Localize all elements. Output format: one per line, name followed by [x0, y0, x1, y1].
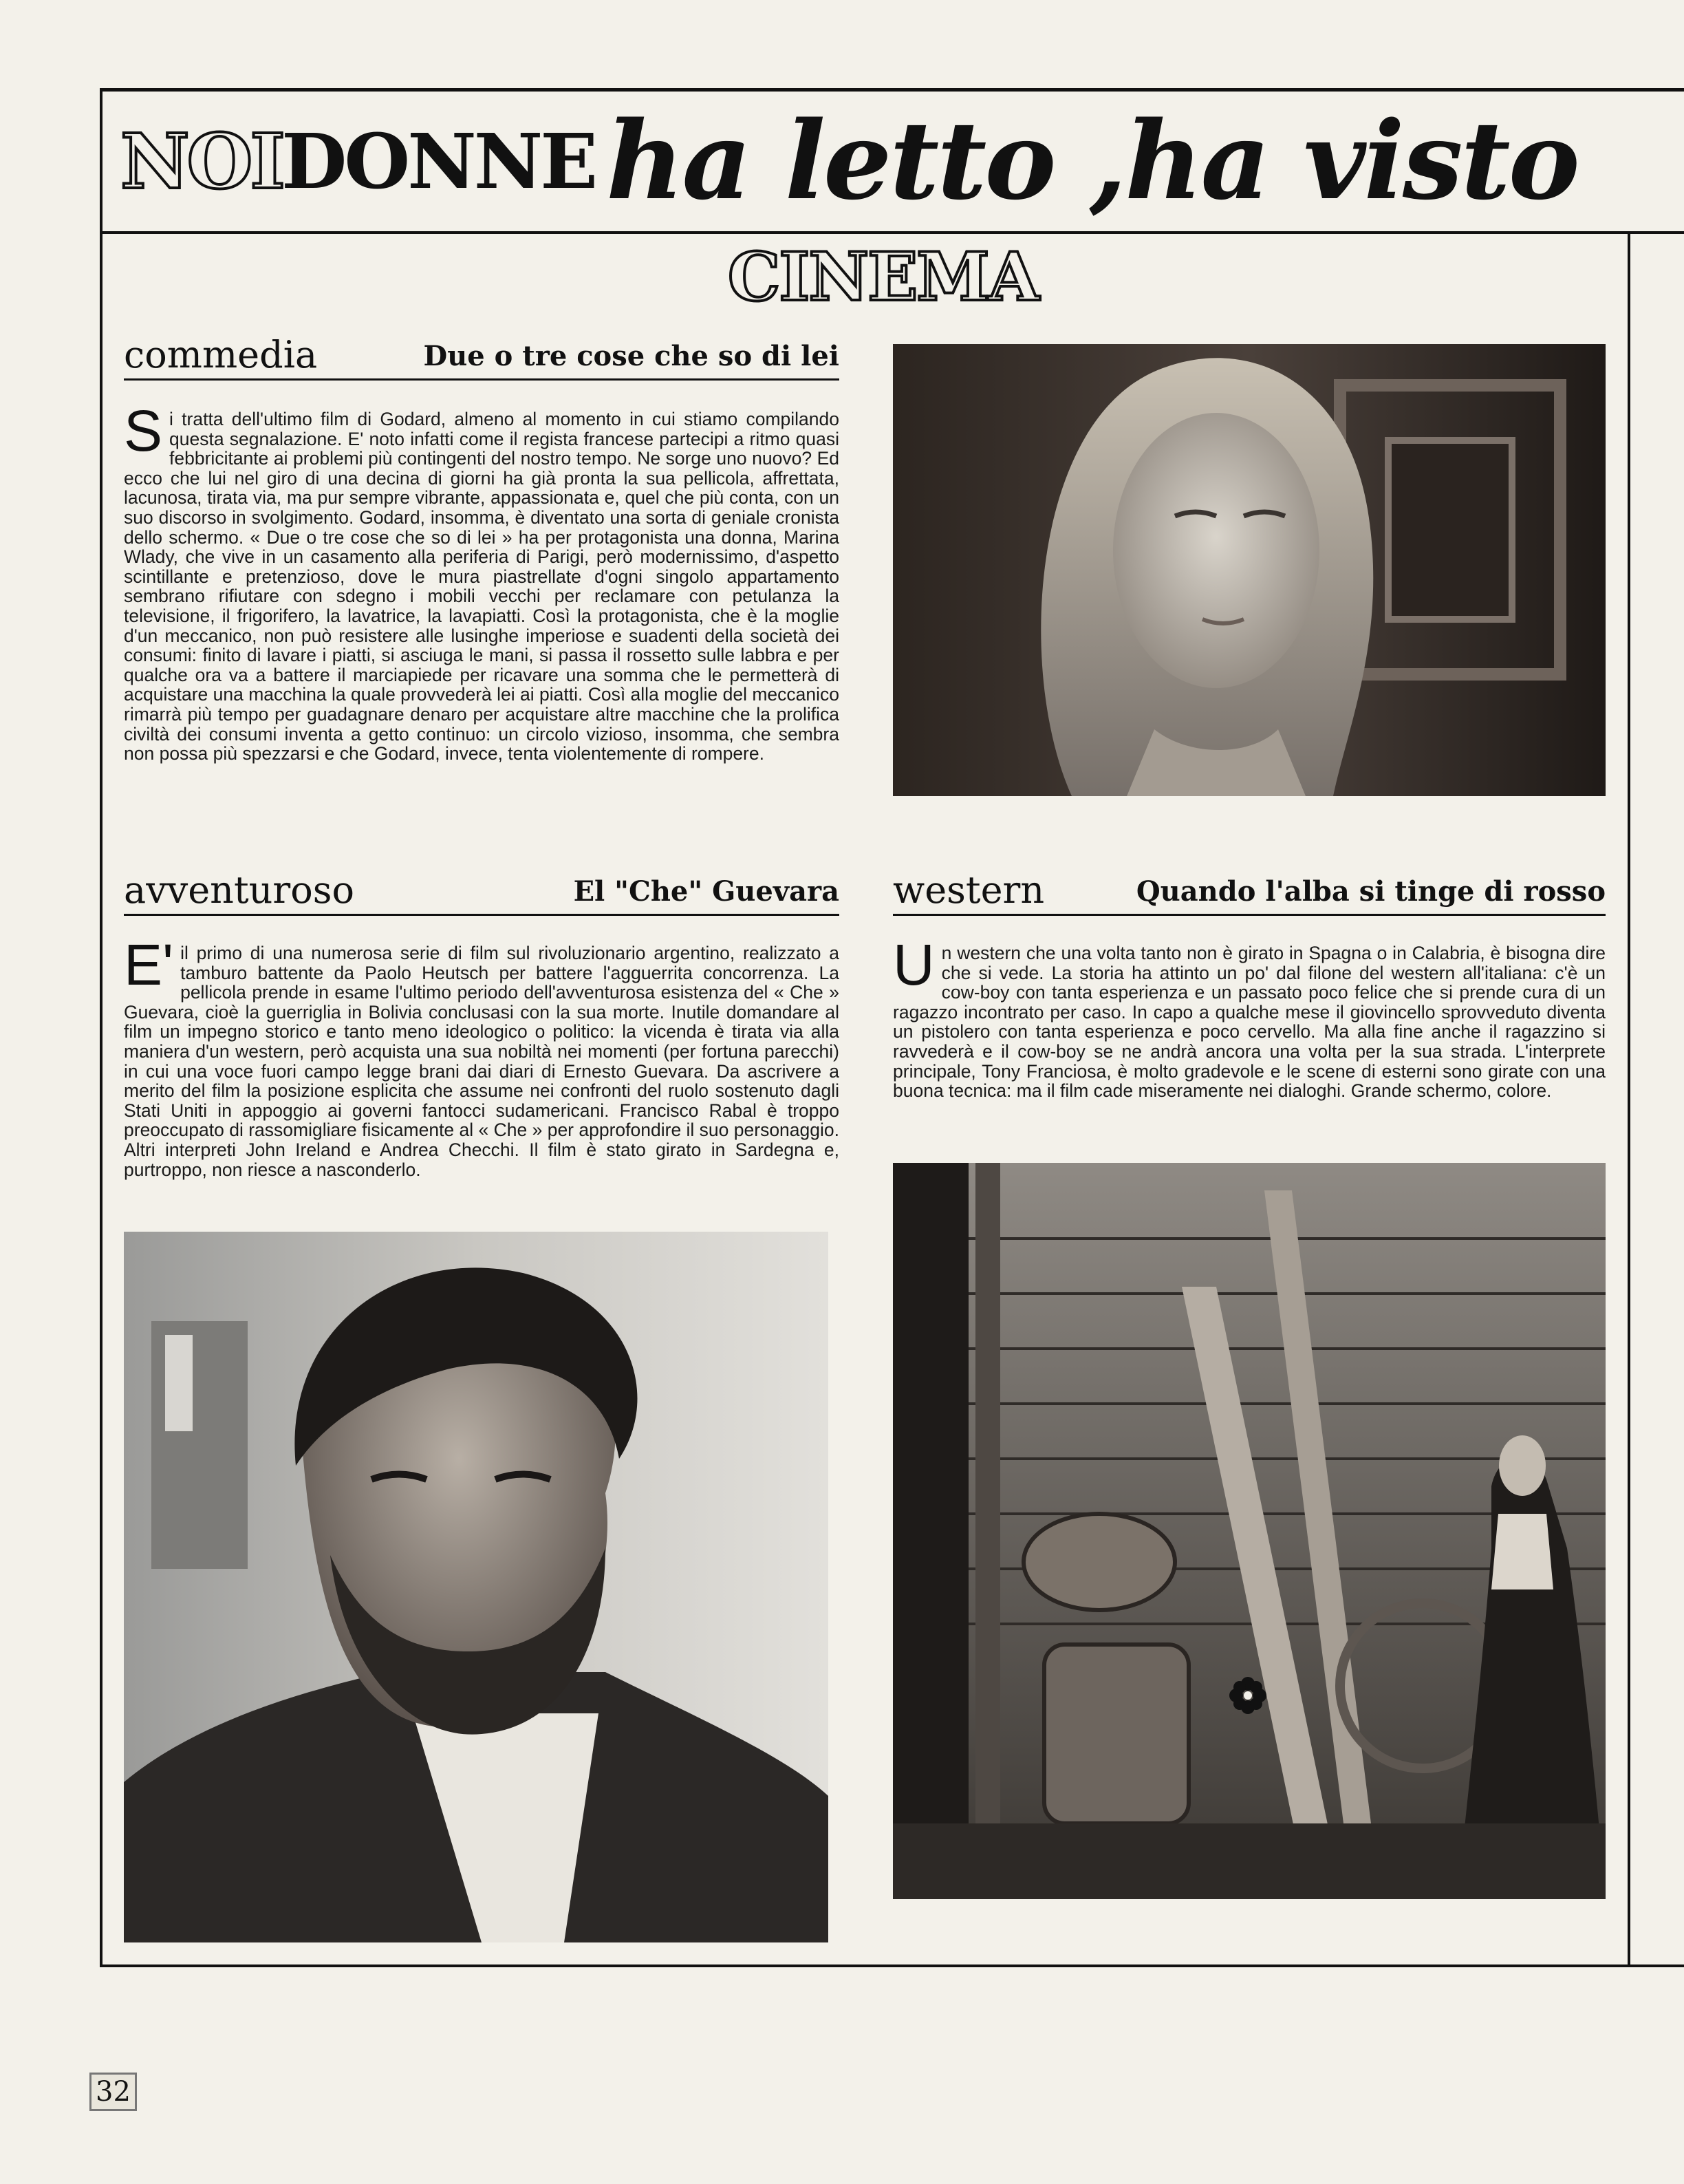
photo-woman-portrait — [893, 344, 1606, 796]
photo-western-scene — [893, 1163, 1606, 1899]
page-number: 32 — [89, 2073, 137, 2111]
masthead-top-rule — [100, 88, 1684, 92]
article-avventuroso — [124, 868, 839, 1179]
masthead-donne: DONNE — [281, 117, 596, 206]
article-title: El "Che" Guevara — [573, 875, 839, 908]
article-title: Quando l'alba si tinge di rosso — [1136, 875, 1606, 908]
article-body — [124, 932, 839, 1180]
article-genre: western — [893, 868, 1045, 912]
article-title-rule — [124, 378, 839, 381]
article-dropcap: U — [893, 932, 935, 997]
article-body — [893, 932, 1606, 1102]
article-title-rule — [124, 914, 839, 916]
photo-man-portrait-image — [124, 1232, 828, 1942]
masthead-left-rule — [100, 88, 102, 234]
section-title: CINEMA — [728, 238, 1038, 316]
article-genre: avventuroso — [124, 868, 354, 912]
article-dropcap: E' — [124, 932, 174, 997]
photo-woman-portrait-image — [893, 344, 1606, 796]
article-title: Due o tre cose che so di lei — [423, 340, 839, 372]
flower-ornament-icon — [1229, 1676, 1267, 1715]
article-text: n western che una volta tanto non è girato in Spagna o in Calabria, è bisogna dire che si vede. La storia ha attinto un po' dal filone del western all'italiana: c'è un cow-boy con tanta esperienza e un passato poco felice che si prende cura di un ragazzo incontrato per caso. In capo a qualche mese il giovincello sprovveduto diventa un pistolero con tanta esperienza e poco cervello. Ma alla fine anche il ragazzino si ravvederà e il cow-boy se ne andrà ancora una volta per la sua strada. L'interprete principale, Tony Franciosa, è molto gradevole e le scene di esterni sono girate con una buona tecnica: ma il film cade miseramente nei dialoghi. Grande schermo, colore. — [893, 943, 1606, 1102]
masthead-tagline: ha letto ,ha visto — [606, 98, 1578, 224]
article-western — [893, 868, 1606, 1101]
masthead-bottom-rule — [100, 231, 1684, 234]
photo-western-scene-image — [893, 1163, 1606, 1899]
masthead-noi: NOI — [120, 117, 283, 206]
frame-right-rule — [1628, 231, 1630, 1967]
masthead — [120, 98, 1675, 227]
frame-bottom-rule — [100, 1964, 1684, 1967]
article-text: il primo di una numerosa serie di film sul rivoluzionario argentino, realizzato a tamburo battente da Paolo Heutsch per battere l'agguerrita concorrenza. La pellicola prende in esame l'ultimo periodo dell'avventurosa esistenza del « Che » Guevara, cioè la guerriglia in Bolivia conclusasi con la sua morte. Inutile domandare al film un impegno storico e tanto meno ideologico o politico: la vicenda è tirata via alla maniera d'un western, però acquista una sua nobiltà nei momenti (per fortuna parecchi) in cui una voce fuori campo legge brani dai diari di Ernesto Guevara. Da ascrivere a merito del film la posizione esplicita che assume nei confronti del ruolo sostenuto dagli Stati Uniti in appoggio ai governi fantocci sudamericani. Francisco Rabal è troppo preoccupato di rassomigliare fisicamente al « Che » per approfondire il suo personaggio. Altri interpreti John Ireland e Andrea Checchi. Il film è stato girato in Sardegna e, purtroppo, non riesce a nasconderlo. — [124, 943, 839, 1180]
article-text: i tratta dell'ultimo film di Godard, almeno al momento in cui stiamo compilando questa segnalazione. E' noto infatti come il regista francese partecipi a ritmo quasi febbricitante ai problemi più contingenti del nostro tempo. Ne sorge uno nuovo? Ed ecco che lui nel giro di una decina di giorni ha già pronta la sua pellicola, affrettata, lacunosa, tirata via, ma pur sempre vibrante, appassionata e, quel che più conta, con un suo discorso in svolgimento. Godard, insomma, è diventato una sorta di geniale cronista dello schermo. « Due o tre cose che so di lei » ha per protagonista una donna, Marina Wlady, che vive in un casamento alla periferia di Parigi, però modernissimo, d'aspetto scintillante e pretenzioso, dove le mura piastrellate d'ogni singolo appartamento sembrano rifiutare con sdegno i mobili vecchi per reclamare con petulanza la televisione, il frigorifero, la lavatrice, la lavapiatti. Così la protagonista, che è la moglie d'un meccanico, non può resistere alle lusinghe imperiose e suadenti della società dei consumi: finito di lavare i piatti, si asciuga le mani, si passa il rossetto sulle labbra e per qualche ora va a battere il marciapiede per ricavare una somma che le permetterà di acquistare una macchina la quale provvederà lei ai piatti. Così alla moglie del meccanico rimarrà più tempo per guadagnare denaro per acquistare altre macchine che la prolifica civiltà dei consumi inventa a getto continuo: un circolo vizioso, insomma, che sembra non possa più spezzarsi e che Godard, invece, tenta violentemente di rompere. — [124, 409, 839, 764]
article-body — [124, 398, 839, 764]
frame-left-rule — [100, 231, 102, 1967]
article-title-rule — [893, 914, 1606, 916]
article-dropcap: S — [124, 398, 163, 463]
article-genre: commedia — [124, 333, 318, 376]
photo-man-portrait — [124, 1232, 828, 1942]
article-commedia — [124, 333, 839, 764]
